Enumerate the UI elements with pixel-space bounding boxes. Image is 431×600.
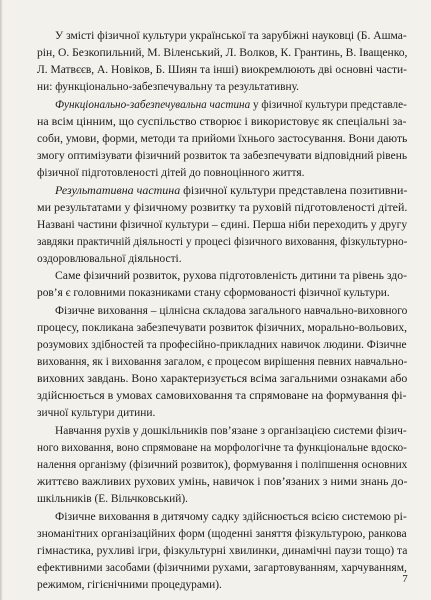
text-line — [0, 183, 431, 199]
text-line — [0, 371, 431, 387]
text-line — [0, 131, 431, 147]
text-line — [0, 62, 431, 78]
text-line — [0, 79, 431, 95]
text-run: виховання, як і виховання загалом, є процесом вирішення певних навчально- — [37, 356, 408, 368]
text-line — [0, 251, 431, 267]
text-run: Навчання рухів у дошкільників пов’язане з організацією системи фізич- — [55, 425, 407, 437]
text-line-content — [37, 79, 299, 95]
text-line-content — [37, 474, 407, 490]
text-run: шкільників (Е. Вільчковський). — [37, 493, 188, 505]
text-line-content — [55, 183, 407, 199]
text-run: у фізичної культури представле- — [250, 99, 407, 111]
italic-term: Результативна частина — [55, 185, 181, 197]
text-line-content — [55, 97, 407, 113]
text-line — [0, 543, 431, 559]
text-line-content — [37, 320, 407, 336]
text-line-content — [37, 148, 407, 164]
text-line-content — [37, 165, 304, 181]
text-line — [0, 148, 431, 164]
text-line-content — [37, 131, 407, 147]
text-run: ефективними засобами (фізичними рухами, загартовуванням, харчуванням, — [37, 562, 407, 574]
text-run: змогу оптимізувати фізичний розвиток та забезпечувати відповідний рівень — [37, 150, 408, 162]
text-line — [0, 440, 431, 456]
text-line — [0, 114, 431, 130]
text-line-content — [37, 200, 407, 216]
text-run: виховних завдань. Воно характеризується всіма загальними ознаками або — [37, 373, 408, 385]
text-line-content — [37, 388, 407, 404]
text-run: розумових здібностей та професійно-прикладних навичок людини. Фізичне — [37, 339, 407, 351]
text-run: Фізичне виховання в дитячому садку здійснюється всією системою рі- — [55, 511, 407, 523]
text-line — [0, 320, 431, 336]
text-line — [0, 491, 431, 507]
text-run: соби, умови, форми, методи та прийоми їхнього застосування. Вони дають — [37, 133, 408, 145]
text-line-content — [37, 526, 407, 542]
page-number: 7 — [402, 573, 408, 585]
text-run: фізичної культури представлена позитивни- — [180, 185, 408, 197]
text-line — [0, 268, 431, 284]
text-line-content — [55, 423, 407, 439]
text-line — [0, 474, 431, 490]
text-line-content — [55, 268, 407, 284]
text-line — [0, 285, 431, 301]
text-run: зичної культури дитини. — [37, 407, 156, 419]
text-run: ров’я є головними показниками стану сформованості фізичної культури. — [37, 287, 390, 299]
text-line-content — [37, 560, 407, 576]
text-line-content — [37, 405, 155, 421]
text-line-content — [37, 285, 390, 301]
text-run: зноманітних організаційних форм (щоденні заняття фізкультурою, ранкова — [37, 528, 407, 540]
text-run: гімнастика, рухливі ігри, фізкультурні хвилинки, динамічні паузи тощо) та — [37, 545, 408, 557]
text-run: фізичної підготовленості дітей до повноцінного життя. — [37, 167, 305, 179]
text-line — [0, 28, 431, 44]
text-run: життєво важливих рухових умінь, навичок і пов’язаних з ними знань до- — [37, 476, 408, 488]
text-line-content — [37, 440, 407, 456]
text-line-content — [37, 337, 407, 353]
text-line-content — [55, 509, 407, 525]
text-line — [0, 526, 431, 542]
text-line-content — [37, 354, 407, 370]
text-line-content — [37, 251, 182, 267]
text-run: процесу, покликана забезпечувати розвиток фізичних, морально-вольових, — [37, 322, 408, 334]
text-run: оздоровлювальної діяльності. — [37, 253, 182, 265]
text-run: Фізичне виховання – цілнісна складова загального навчально-виховного — [55, 305, 408, 317]
text-line — [0, 337, 431, 353]
text-line — [0, 234, 431, 250]
text-line-content — [37, 62, 407, 78]
text-run: здійснюється в умовах самовиховання та спрямоване на формування фі- — [37, 390, 407, 402]
italic-term: Функціонально-забезпечувальна частина — [55, 99, 251, 111]
text-line — [0, 423, 431, 439]
text-run: режимом, гігієнічними процедурами). — [37, 579, 222, 591]
text-run: У змісті фізичної культури української та зарубіжні науковці (Б. Ашма- — [55, 30, 407, 42]
text-run: ни: функціонально-забезпечувальну та результативну. — [37, 81, 300, 93]
text-line-content — [55, 28, 407, 44]
text-line — [0, 200, 431, 216]
text-line-content — [55, 303, 407, 319]
text-line-content — [37, 457, 407, 473]
text-line — [0, 45, 431, 61]
text-line — [0, 303, 431, 319]
text-line — [0, 405, 431, 421]
text-line — [0, 165, 431, 181]
text-line-content — [37, 577, 222, 593]
text-line-content — [37, 234, 407, 250]
text-run: на всім цінним, що суспільство створює і використовує як спеціальні за- — [37, 116, 407, 128]
text-line — [0, 457, 431, 473]
text-line-content — [37, 217, 407, 233]
text-line-content — [37, 371, 407, 387]
text-line — [0, 97, 431, 113]
text-line — [0, 217, 431, 233]
text-line — [0, 388, 431, 404]
text-line-content — [37, 45, 407, 61]
text-line — [0, 577, 431, 593]
text-line-content — [37, 114, 407, 130]
text-run: рін, О. Безкопильний, М. Віленський, Л. Волков, К. Грантинь, В. Іващенко, — [37, 47, 408, 59]
text-run: ного виховання, воно спрямоване на морфологічне та функціональне вдоско- — [37, 442, 407, 454]
text-line — [0, 354, 431, 370]
text-run: ми результатами у фізичному розвитку та руховій підготовленості дітей. — [37, 202, 408, 214]
text-run: Л. Матвєєв, А. Новіков, Б. Шиян та інші) виокремлюють дві основні части- — [37, 64, 407, 76]
text-run: Саме фізичний розвиток, рухова підготовленість дитини та рівень здо- — [55, 270, 407, 282]
text-run: завдяки практичній діяльності у процесі фізичного виховання, фізкультурно- — [37, 236, 408, 248]
text-line — [0, 509, 431, 525]
text-run: налення організму (фізичний розвиток), формування і поліпшення основних — [37, 459, 408, 471]
text-run: Названі частини фізичної культури – єдині. Перша ніби переходить у другу — [37, 219, 408, 231]
text-line-content — [37, 491, 188, 507]
text-line — [0, 560, 431, 576]
text-line-content — [37, 543, 407, 559]
